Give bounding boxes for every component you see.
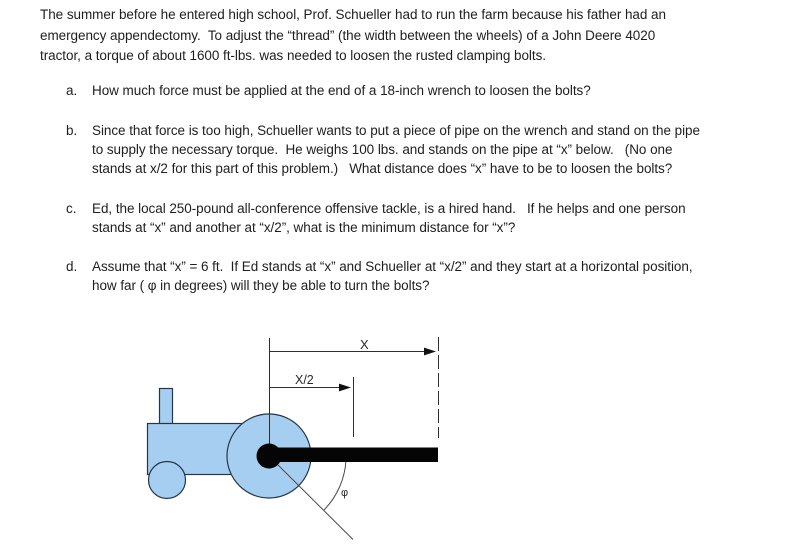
question-d-line-2: how far ( φ in degrees) will they be able to turn the bolts?: [92, 278, 430, 293]
tractor-front-wheel: [149, 462, 186, 499]
question-b-line-1: Since that force is too high, Schueller wants to put a piece of pipe on the wrench and stand on the pipe: [92, 123, 700, 138]
tractor-smokestack: [160, 389, 173, 425]
question-c-line-2: stands at “x” and another at “x/2”, what is the minimum distance for “x”?: [92, 219, 516, 235]
intro-line-2: emergency appendectomy. To adjust the “thread” (the width between the wheels) of a John Deere 4020: [40, 27, 656, 43]
question-c-marker: c.: [66, 200, 77, 216]
label-x-dimension: X: [360, 337, 369, 352]
question-d-line-1: Assume that “x” = 6 ft. If Ed stands at “x” and Schueller at “x/2” and they start at a horizontal position,: [92, 259, 693, 274]
label-phi-angle: φ: [341, 487, 349, 499]
intro-line-1: The summer before he entered high school, Prof. Schueller had to run the farm because his father had an: [40, 7, 666, 22]
question-b-line-2: to supply the necessary torque. He weighs 100 lbs. and stands on the pipe at “x” below. (No one: [92, 142, 673, 157]
question-b-marker: b.: [66, 123, 78, 138]
wrench-bar: [269, 448, 438, 463]
question-c-line-1: Ed, the local 250-pound all-conference offensive tackle, is a hired hand. If he helps and one person: [92, 200, 686, 216]
label-x2-dimension: X/2: [295, 373, 314, 387]
question-d-marker: d.: [66, 259, 78, 274]
angle-arc: [324, 460, 349, 510]
question-a-marker: a.: [66, 83, 78, 98]
dimension-arrow-x2: [339, 384, 351, 392]
question-b-line-3: stands at x/2 for this part of this problem.) What distance does “x” have to be to loosen the bolts?: [92, 161, 673, 176]
question-a-line-1: How much force must be applied at the end of a 18-inch wrench to loosen the bolts?: [92, 83, 591, 98]
dimension-arrow-x: [424, 348, 436, 356]
intro-line-3: tractor, a torque of about 1600 ft-lbs. was needed to loosen the rusted clamping bolts.: [40, 48, 546, 63]
